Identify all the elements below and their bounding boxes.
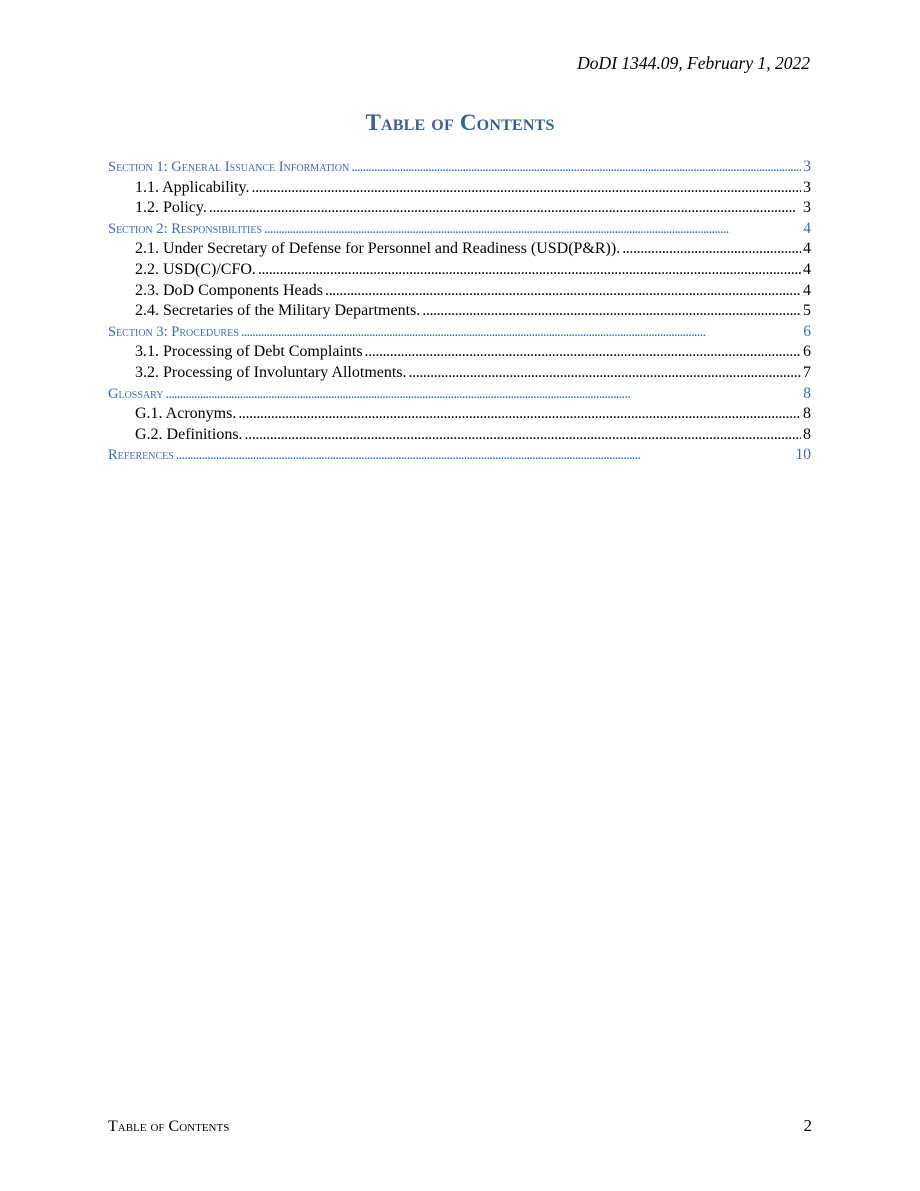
- toc-subsection-link[interactable]: [108, 301, 811, 322]
- document-reference: DoDI 1344.09, February 1, 2022: [577, 53, 810, 73]
- toc-entry-page: 4: [803, 260, 811, 278]
- toc-dot-leader: [622, 239, 801, 260]
- toc-entry-label: Section 1: General Issuance Information: [108, 159, 350, 175]
- footer-page-number: 2: [803, 1116, 812, 1135]
- toc-entry-label: 3.1. Processing of Debt Complaints: [135, 343, 363, 361]
- toc-entry-label: 3.2. Processing of Involuntary Allotments.: [135, 363, 407, 381]
- toc-subsection-link[interactable]: [108, 239, 811, 260]
- toc-subsection-link[interactable]: [108, 363, 811, 384]
- table-of-contents: [108, 157, 811, 466]
- toc-dot-leader: [252, 178, 801, 199]
- toc-entry-page: 4: [803, 240, 811, 258]
- toc-entry-label: Section 3: Procedures: [108, 323, 239, 340]
- toc-dot-leader: [176, 445, 794, 466]
- toc-entry-page: 3: [803, 199, 811, 217]
- toc-entry-label: Glossary: [108, 385, 164, 402]
- page-title: Table of Contents: [365, 110, 555, 135]
- toc-subsection-link[interactable]: [108, 260, 811, 281]
- toc-dot-leader: [258, 260, 801, 281]
- toc-entry-page: 4: [803, 281, 811, 299]
- toc-entry-page: 10: [795, 446, 811, 464]
- toc-subsection-link[interactable]: [108, 342, 811, 363]
- toc-subsection-link[interactable]: [108, 425, 811, 446]
- toc-dot-leader: [351, 157, 801, 178]
- toc-entry-page: 6: [803, 322, 811, 340]
- toc-entry-label: Section 2: Responsibilities: [108, 220, 263, 237]
- toc-subsection-link[interactable]: [108, 198, 811, 219]
- toc-entry-page: 3: [803, 178, 811, 196]
- toc-entry-page: 3: [803, 158, 811, 175]
- toc-dot-leader: [365, 342, 801, 363]
- toc-section-link[interactable]: [108, 384, 811, 405]
- toc-dot-leader: [325, 281, 801, 302]
- toc-dot-leader: [209, 198, 801, 219]
- toc-dot-leader: [241, 322, 801, 343]
- toc-entry-page: 8: [803, 425, 811, 443]
- toc-entry-label: 1.1. Applicability.: [135, 178, 250, 196]
- toc-entry-label: 2.3. DoD Components Heads: [135, 281, 323, 299]
- toc-entry-page: 6: [803, 343, 811, 361]
- toc-dot-leader: [166, 384, 802, 405]
- toc-entry-label: G.1. Acronyms.: [135, 405, 237, 423]
- toc-subsection-link[interactable]: [108, 281, 811, 302]
- toc-entry-page: 5: [803, 302, 811, 320]
- toc-dot-leader: [422, 301, 801, 322]
- toc-entry-label: References: [108, 447, 174, 464]
- toc-entry-label: 1.2. Policy.: [135, 199, 207, 217]
- toc-entry-page: 4: [803, 219, 811, 237]
- toc-entry-label: G.2. Definitions.: [135, 425, 243, 443]
- toc-dot-leader: [238, 404, 801, 425]
- toc-entry-label: 2.4. Secretaries of the Military Departments.: [135, 302, 421, 320]
- toc-section-link[interactable]: [108, 157, 811, 178]
- toc-dot-leader: [409, 363, 801, 384]
- toc-section-link[interactable]: [108, 219, 811, 240]
- toc-section-link[interactable]: [108, 445, 811, 466]
- toc-subsection-link[interactable]: [108, 178, 811, 199]
- toc-dot-leader: [245, 425, 801, 446]
- toc-entry-page: 8: [803, 405, 811, 423]
- toc-subsection-link[interactable]: [108, 404, 811, 425]
- toc-entry-label: 2.2. USD(C)/CFO.: [135, 260, 256, 278]
- toc-entry-page: 8: [803, 384, 811, 402]
- footer-section-name: Table of Contents: [108, 1118, 230, 1135]
- toc-section-link[interactable]: [108, 322, 811, 343]
- toc-entry-label: 2.1. Under Secretary of Defense for Personnel and Readiness (USD(P&R)).: [135, 240, 621, 258]
- toc-dot-leader: [264, 219, 801, 240]
- toc-entry-page: 7: [803, 363, 811, 381]
